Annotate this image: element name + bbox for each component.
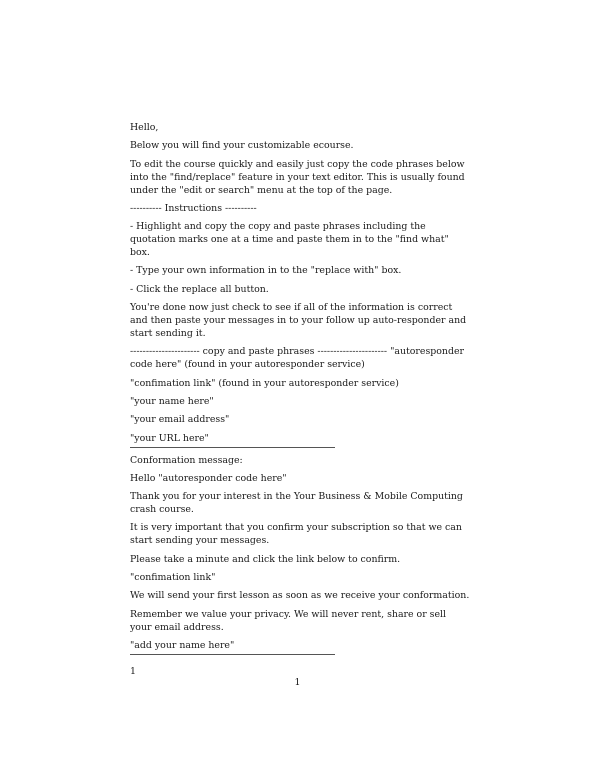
confirmation-request: Please take a minute and click the link below to confirm. [130, 553, 401, 565]
signature-placeholder: "add your name here" [130, 639, 235, 651]
confirmation-heading: Conformation message: [130, 454, 243, 466]
confirmation-thanks: Thank you for your interest in the Your Business & Mobile Computing crash course. [130, 491, 463, 516]
phrase-email: "your email address" [130, 414, 230, 426]
first-lesson-text: We will send your first lesson as soon as we receive your conformation. [130, 590, 470, 602]
phrases-heading: ---------------------- copy and paste phrases ---------------------- "autoresponder code here" (found in your autoresponder service) [130, 346, 464, 371]
instruction-step-type: - Type your own information in to the "replace with" box. [130, 265, 402, 277]
completion-text: You're done now just check to see if all of the information is correct and then paste your messages in to your follow up auto-responder and start sending it. [130, 302, 467, 340]
intro-text: Below you will find your customizable ecourse. [130, 140, 354, 152]
instruction-step-highlight: - Highlight and copy the copy and paste phrases including the quotation marks one at a time and paste them in to the "find what" box. [130, 221, 449, 259]
page-number: 1 [294, 677, 301, 688]
confirmation-greeting: Hello "autoresponder code here" [130, 472, 287, 484]
instructions-heading: ---------- Instructions ---------- [130, 202, 257, 214]
greeting: Hello, [130, 122, 159, 133]
document-body [130, 121, 470, 683]
trailing-number: 1 [130, 665, 136, 677]
privacy-text: Remember we value your privacy. We will never rent, share or sell your email address. [130, 608, 447, 633]
divider-rule-2 [130, 654, 335, 655]
confirmation-importance: It is very important that you confirm your subscription so that we can start sending your messages. [130, 522, 462, 547]
phrase-your-name: "your name here" [130, 395, 214, 407]
phrase-confirmation-link: "confimation link" (found in your autoresponder service) [130, 377, 399, 389]
divider-rule [130, 447, 335, 448]
confirmation-link-placeholder: "confimation link" [130, 572, 216, 584]
instruction-step-replace: - Click the replace all button. [130, 283, 269, 295]
phrase-url: "your URL here" [130, 432, 209, 444]
edit-instructions-text: To edit the course quickly and easily just copy the code phrases below into the "find/replace" feature in your text editor. This is usually found under the "edit or search" menu at the top of the page. [130, 158, 465, 196]
